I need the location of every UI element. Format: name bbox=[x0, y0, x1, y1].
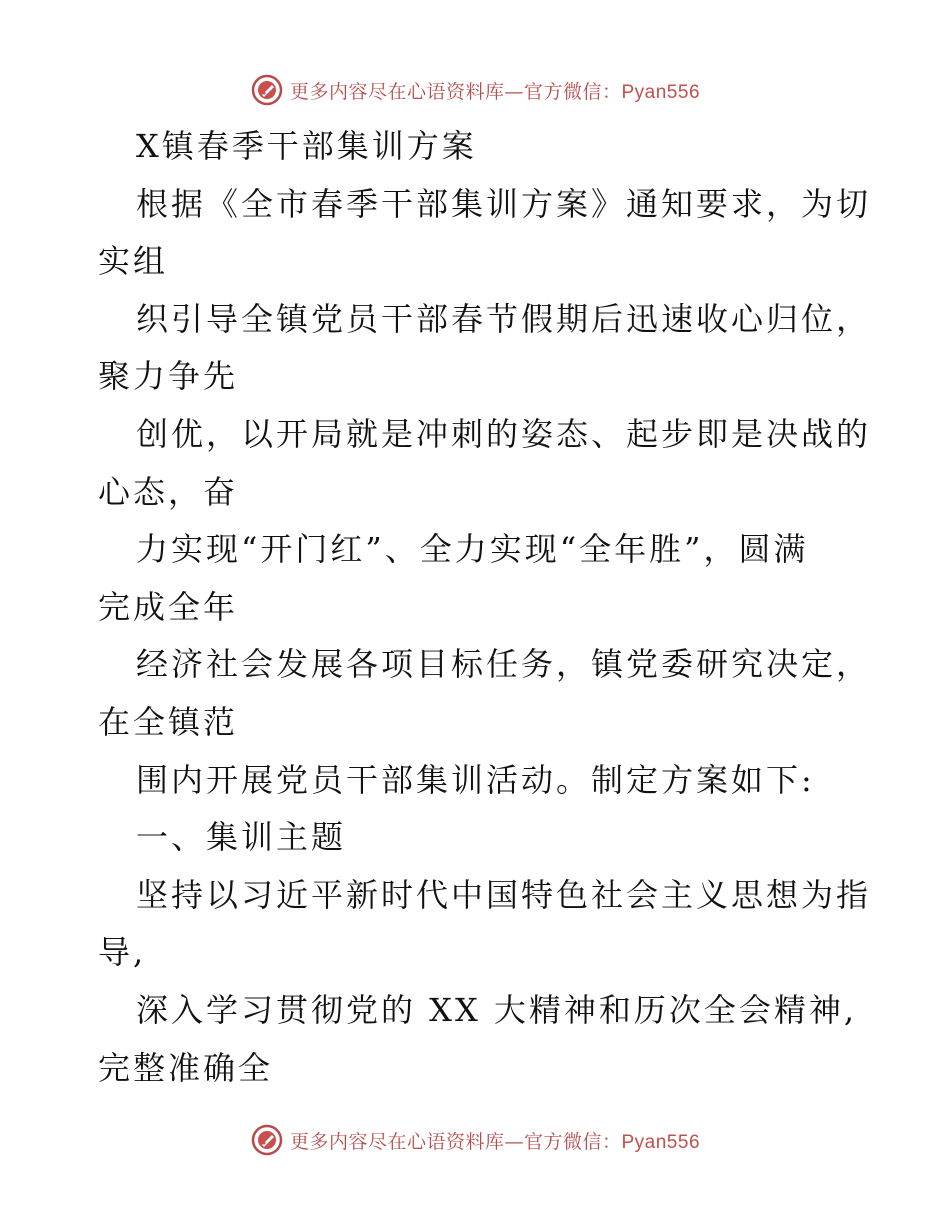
document-line: 创优，以开局就是冲刺的姿态、起步即是决战的 bbox=[136, 414, 872, 453]
document-line: 深入学习贯彻党的 XX 大精神和历次全会精神, bbox=[136, 990, 858, 1029]
pen-nib-seal-icon bbox=[250, 1123, 284, 1157]
footer-watermark bbox=[0, 1120, 950, 1160]
document-line: 完成全年 bbox=[98, 587, 239, 626]
document-line: 织引导全镇党员干部春节假期后迅速收心归位， bbox=[136, 299, 872, 338]
document-line: 围内开展党员干部集训活动。制定方案如下: bbox=[136, 760, 815, 799]
document-line: 一、集训主题 bbox=[136, 818, 347, 857]
header-watermark bbox=[0, 70, 950, 110]
document-line: 实组 bbox=[98, 242, 169, 281]
document-line: 经济社会发展各项目标任务，镇党委研究决定， bbox=[136, 645, 872, 684]
document-line: X镇春季干部集训方案 bbox=[136, 127, 477, 165]
watermark-text: 更多内容尽在心语资料库—官方微信：Pyan556 bbox=[289, 1130, 701, 1153]
document-line: 心态，奋 bbox=[98, 472, 239, 511]
watermark-text: 更多内容尽在心语资料库—官方微信：Pyan556 bbox=[289, 80, 701, 103]
document-line: 在全镇范 bbox=[98, 702, 239, 741]
document-line: 根据《全市春季干部集训方案》通知要求，为切 bbox=[136, 184, 872, 223]
pen-nib-seal-icon bbox=[250, 73, 284, 107]
document-line: 完整准确全 bbox=[98, 1048, 274, 1087]
document-line: 坚持以习近平新时代中国特色社会主义思想为指 bbox=[136, 875, 872, 914]
document-body bbox=[98, 118, 872, 1097]
document-line: 导, bbox=[98, 933, 147, 972]
document-line: 力实现“开门红”、全力实现“全年胜”，圆满 bbox=[136, 530, 809, 569]
document-line: 聚力争先 bbox=[98, 357, 239, 396]
